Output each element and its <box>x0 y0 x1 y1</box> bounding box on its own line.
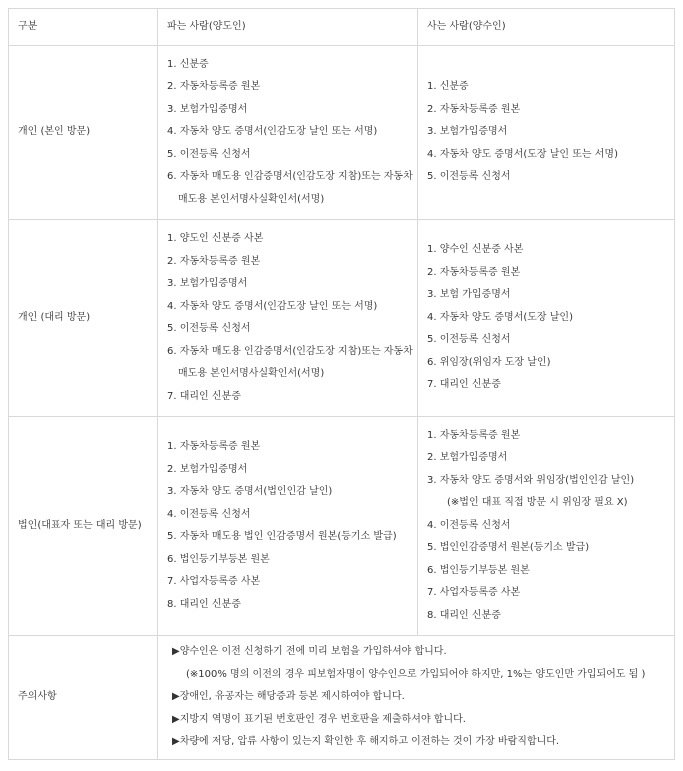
list-item: 4. 이전등록 신청서 <box>167 508 251 520</box>
transfer-documents-table <box>8 8 675 760</box>
list-item: 3. 보험가입증명서 <box>427 126 508 138</box>
list-item: 5. 자동차 매도용 법인 인감증명서 원본(등기소 발급) <box>167 531 397 542</box>
list-item: 6. 법인등기부등본 원본 <box>427 564 530 576</box>
list-item: 6. 법인등기부등본 원본 <box>167 553 270 565</box>
row-label: 주의사항 <box>9 636 158 760</box>
list-item: 6. 위임장(위임자 도장 날인) <box>427 356 551 368</box>
row-label: 법인(대표자 또는 대리 방문) <box>9 417 158 636</box>
row-label: 개인 (본인 방문) <box>9 46 158 220</box>
list-item-note: (※법인 대표 직접 방문 시 위임장 필요 X) <box>447 497 628 509</box>
header-buyer: 사는 사람(양수인) <box>418 9 675 46</box>
list-item: 1. 신분증 <box>167 58 209 70</box>
list-item: 1. 양도인 신분증 사본 <box>167 233 264 244</box>
row-label: 개인 (대리 방문) <box>9 220 158 417</box>
list-item: 5. 이전등록 신청서 <box>427 171 511 183</box>
list-item: 5. 이전등록 신청서 <box>167 148 251 160</box>
list-item: 7. 사업자등록증 사본 <box>427 587 521 599</box>
table-row <box>9 46 675 220</box>
list-item: 3. 보험가입증명서 <box>167 278 248 289</box>
list-item: 4. 자동차 양도 증명서(도장 날인 또는 서명) <box>427 148 618 160</box>
list-item: 2. 보험가입증명서 <box>167 463 248 475</box>
note-item: (※100% 명의 이전의 경우 피보험자명이 양수인으로 가입되어야 하지만, 1%는 양도인만 가입되어도 됨 ) <box>186 668 646 680</box>
list-item: 2. 자동차등록증 원본 <box>167 255 261 267</box>
note-item: ▶차량에 저당, 압류 사항이 있는지 확인한 후 해지하고 이전하는 것이 가장 바람직합니다. <box>172 736 560 748</box>
list-item: 2. 자동차등록증 원본 <box>167 81 261 93</box>
list-item: 1. 양수인 신분증 사본 <box>427 244 524 256</box>
list-item: 5. 이전등록 신청서 <box>427 334 511 346</box>
list-item: 7. 대리인 신분증 <box>427 379 501 391</box>
table-row-notes <box>9 636 675 760</box>
list-item: 2. 자동차등록증 원본 <box>427 103 521 115</box>
list-item: 2. 자동차등록증 원본 <box>427 266 521 278</box>
list-item: 4. 자동차 양도 증명서(인감도장 날인 또는 서명) <box>167 126 378 138</box>
note-item: ▶장애인, 유공자는 해당증과 등본 제시하여야 합니다. <box>172 691 405 703</box>
table-row <box>9 220 675 417</box>
list-item: 3. 보험가입증명서 <box>167 103 248 115</box>
note-item: ▶지방지 역명이 표기된 번호판인 경우 번호판을 제출하셔야 합니다. <box>172 713 466 725</box>
seller-documents <box>158 46 418 220</box>
notes-content <box>158 636 675 760</box>
list-item: 8. 대리인 신분증 <box>167 598 241 610</box>
table-row <box>9 417 675 636</box>
list-item: 1. 신분증 <box>427 81 469 93</box>
table-header-row <box>9 9 675 46</box>
list-item: 4. 이전등록 신청서 <box>427 519 511 531</box>
buyer-documents <box>418 417 675 636</box>
list-item: 1. 자동차등록증 원본 <box>427 429 521 441</box>
list-item: 4. 자동차 양도 증명서(인감도장 날인 또는 서명) <box>167 300 378 312</box>
list-item: 5. 이전등록 신청서 <box>167 323 251 334</box>
list-item: 2. 보험가입증명서 <box>427 452 508 464</box>
list-item: 6. 자동차 매도용 인감증명서(인감도장 지참)또는 자동차 매도용 본인서명사실확인서(서명) <box>167 171 413 205</box>
list-item: 6. 자동차 매도용 인감증명서(인감도장 지참)또는 자동차 매도용 본인서명사실확인서(서명) <box>167 345 413 379</box>
list-item: 3. 자동차 양도 증명서와 위임장(법인인감 날인) <box>427 474 635 486</box>
list-item: 5. 법인인감증명서 원본(등기소 발급) <box>427 542 590 554</box>
list-item: 1. 자동차등록증 원본 <box>167 441 261 452</box>
header-seller: 파는 사람(양도인) <box>158 9 418 46</box>
list-item: 3. 자동차 양도 증명서(법인인감 날인) <box>167 486 333 497</box>
list-item: 3. 보험 가입증명서 <box>427 289 511 301</box>
buyer-documents <box>418 46 675 220</box>
list-item: 7. 대리인 신분증 <box>167 390 241 402</box>
buyer-documents <box>418 220 675 417</box>
seller-documents <box>158 220 418 417</box>
seller-documents <box>158 417 418 636</box>
header-category: 구분 <box>9 9 158 46</box>
list-item: 7. 사업자등록증 사본 <box>167 576 261 587</box>
note-item: ▶양수인은 이전 신청하기 전에 미리 보험을 가입하셔야 합니다. <box>172 646 447 658</box>
list-item: 8. 대리인 신분증 <box>427 609 501 621</box>
list-item: 4. 자동차 양도 증명서(도장 날인) <box>427 311 573 323</box>
